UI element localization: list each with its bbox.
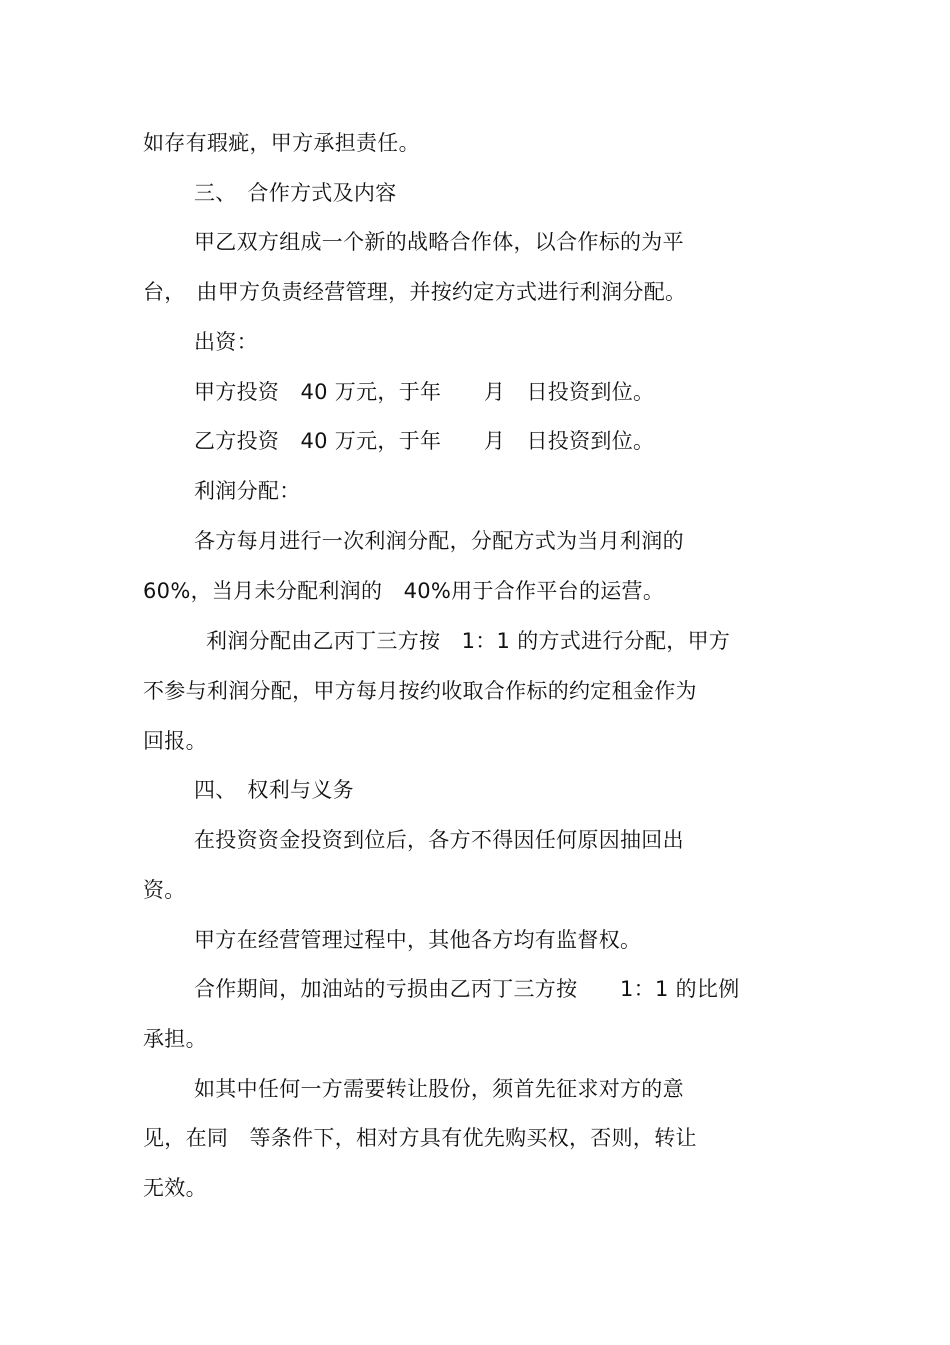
paragraph-line: 乙方投资 40 万元，于年 月 日投资到位。 (194, 429, 655, 453)
paragraph-line: 甲方投资 40 万元，于年 月 日投资到位。 (194, 380, 655, 404)
paragraph-line: 回报。 (143, 729, 207, 753)
paragraph-line: 如其中任何一方需要转让股份，须首先征求对方的意 (194, 1077, 684, 1101)
paragraph-line: 各方每月进行一次利润分配，分配方式为当月利润的 (194, 529, 684, 553)
paragraph-line: 60%，当月未分配利润的 40%用于合作平台的运营。 (143, 579, 665, 603)
paragraph-line: 在投资资金投资到位后，各方不得因任何原因抽回出 (194, 828, 684, 852)
paragraph-line: 资。 (143, 878, 186, 902)
paragraph-line: 见，在同 等条件下，相对方具有优先购买权，否则，转让 (143, 1126, 697, 1150)
paragraph-line: 合作期间，加油站的亏损由乙丙丁三方按 1：1 的比例 (194, 977, 740, 1001)
paragraph-line: 甲方在经营管理过程中，其他各方均有监督权。 (194, 928, 642, 952)
paragraph-line: 甲乙双方组成一个新的战略合作体，以合作标的为平 (194, 230, 684, 254)
paragraph-line: 如存有瑕疵，甲方承担责任。 (143, 131, 420, 155)
paragraph-line: 利润分配由乙丙丁三方按 1：1 的方式进行分配，甲方 (206, 629, 731, 653)
paragraph-line: 台， 由甲方负责经营管理，并按约定方式进行利润分配。 (143, 280, 687, 304)
paragraph-line: 承担。 (143, 1027, 207, 1051)
subheading: 出资： (194, 330, 258, 354)
section-heading: 三、 合作方式及内容 (194, 181, 397, 205)
paragraph-line: 无效。 (143, 1176, 207, 1200)
paragraph-line: 不参与利润分配，甲方每月按约收取合作标的约定租金作为 (143, 679, 697, 703)
section-heading: 四、 权利与义务 (194, 778, 354, 802)
subheading: 利润分配： (194, 479, 301, 503)
